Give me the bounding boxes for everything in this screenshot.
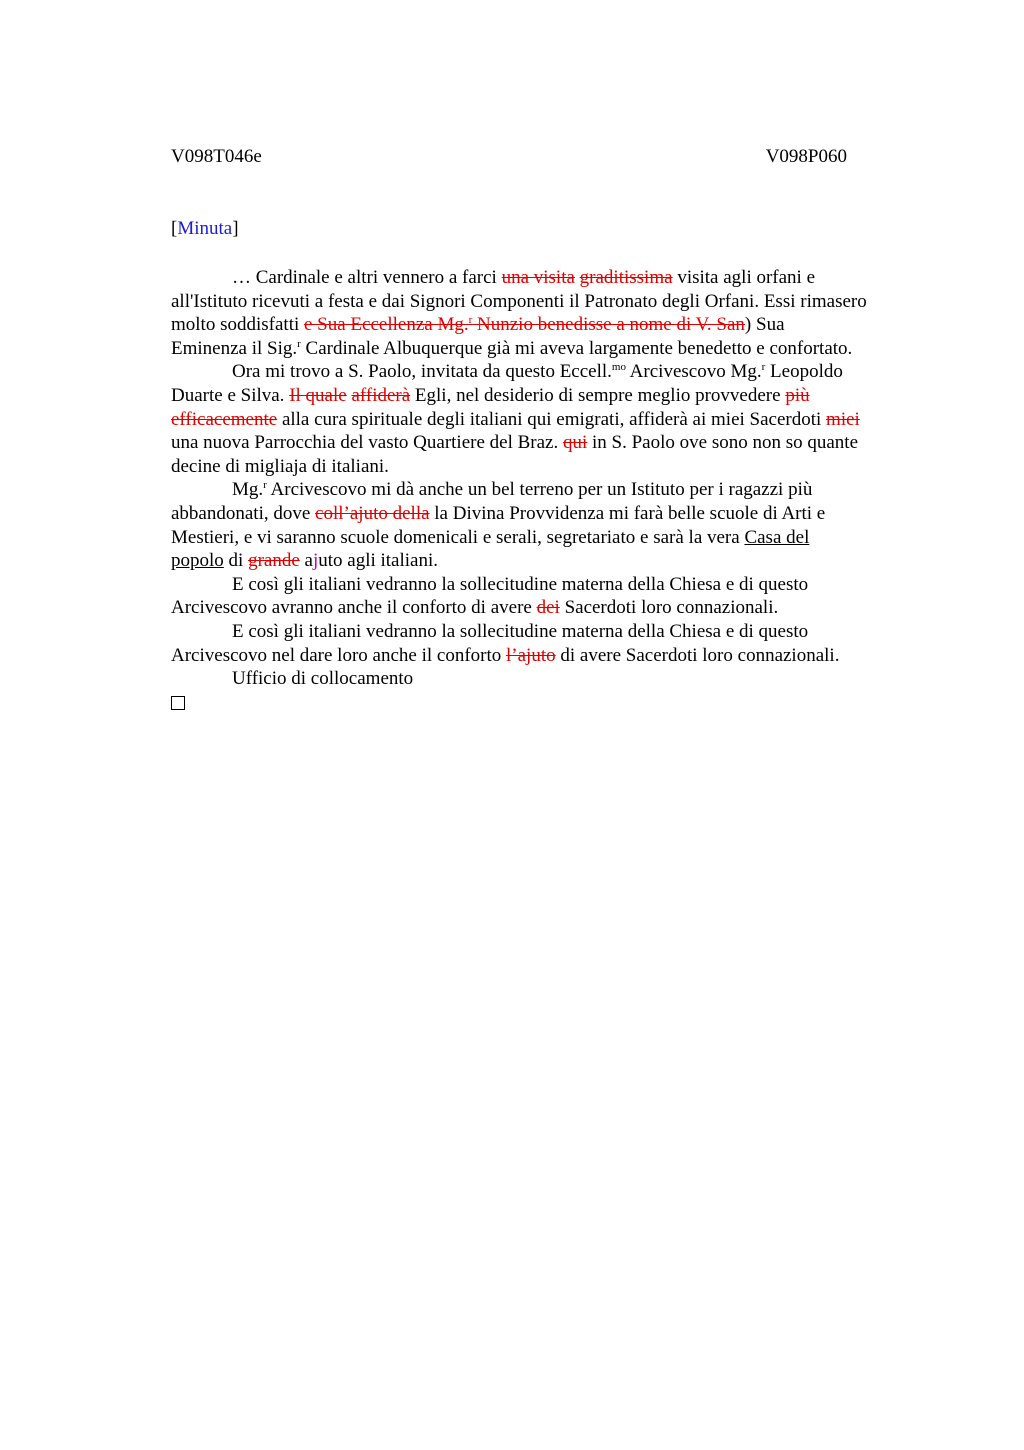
text-segment: Leopoldo (765, 361, 843, 383)
text-segment: a (299, 550, 313, 572)
superscript: mo (611, 361, 626, 374)
deleted-text: una visita (501, 267, 575, 288)
deleted-text: graditissima (579, 267, 673, 288)
text-line-4 (171, 337, 931, 361)
document-code-left: V098T046e (171, 146, 262, 167)
deleted-text-part: e Sua Eccellenza Mg. (304, 314, 469, 336)
text-line-10 (171, 478, 931, 502)
text-segment: E così gli italiani vedranno la sollecitudine materna della Chiesa e di questo (232, 620, 809, 642)
text-line-15 (171, 596, 931, 620)
deleted-text: miei (826, 408, 860, 430)
text-line-9 (171, 455, 931, 479)
text-line-16 (171, 620, 931, 644)
deleted-text: l’ajuto (506, 644, 556, 666)
text-segment: una nuova Parrocchia del vasto Quartiere del Braz. (171, 432, 563, 454)
text-segment: visita agli orfani e (672, 267, 816, 288)
text-segment: la Divina Provvidenza mi farà belle scuole di Arti e (429, 502, 826, 524)
deleted-text: grande (248, 550, 300, 572)
superscript: r (297, 337, 301, 350)
text-line-12 (171, 526, 931, 550)
deleted-text (304, 314, 745, 335)
text-segment: di avere Sacerdoti loro connazionali. (555, 644, 840, 666)
text-line-14 (171, 573, 931, 597)
document-body (171, 266, 931, 714)
deleted-text: affiderà (351, 384, 411, 406)
document-label (171, 218, 239, 240)
deleted-text: coll’ajuto della (315, 502, 430, 524)
deleted-text: efficacemente (171, 408, 278, 430)
text-segment: Mg. (232, 479, 264, 501)
text-line-7 (171, 408, 931, 432)
text-segment: ) Sua (744, 314, 785, 336)
deleted-text: dei (536, 597, 560, 619)
text-segment: abbandonati, dove (171, 502, 316, 524)
text-line-17 (171, 644, 931, 668)
text-segment: uto agli italiani. (318, 550, 439, 572)
text-segment: Arcivescovo nel dare loro anche il conforto (171, 644, 507, 666)
text-line-1 (171, 266, 931, 290)
text-segment: in S. Paolo ove sono non so quante (587, 432, 859, 454)
superscript: r (263, 479, 267, 492)
label-minuta: Minuta (177, 218, 233, 239)
text-line-3 (171, 313, 931, 337)
text-line-8 (171, 431, 931, 455)
text-segment: Ora mi trovo a S. Paolo, invitata da questo Eccell. (232, 361, 612, 383)
document-code-right: V098P060 (765, 146, 847, 167)
label-open-bracket: [ (171, 218, 178, 239)
text-segment: all'Istituto ricevuti a festa e dai Signori Componenti il Patronato degli Orfani. Essi rimasero (171, 290, 867, 312)
text-line-18 (171, 667, 931, 691)
text-line-2 (171, 290, 931, 314)
underlined-text: popolo (171, 550, 224, 572)
deleted-text-part: Nunzio benedisse a nome di V. San (472, 314, 745, 336)
inserted-letter: j (312, 550, 319, 572)
text-segment: di (223, 550, 249, 572)
text-segment: Duarte e Silva. (171, 384, 290, 406)
text-segment: Egli, nel desiderio di sempre meglio provvedere (410, 384, 786, 406)
text-segment: Ufficio di collocamento (232, 668, 414, 690)
deleted-text: qui (562, 432, 588, 454)
text-segment: Eminenza il Sig. (171, 337, 298, 359)
text-segment: E così gli italiani vedranno la sollecitudine materna della Chiesa e di questo (232, 573, 809, 595)
deleted-text: Il quale (289, 384, 347, 406)
text-line-11 (171, 502, 931, 526)
text-segment: Sacerdoti loro connazionali. (559, 597, 779, 619)
underlined-text: Casa del (744, 526, 810, 548)
text-segment: alla cura spirituale degli italiani qui emigrati, affiderà ai miei Sacerdoti (277, 408, 827, 430)
page-header (171, 146, 847, 170)
text-line-6 (171, 384, 931, 408)
text-segment: decine di migliaja di italiani. (171, 455, 389, 477)
deleted-text: più (785, 384, 810, 406)
text-segment: Arcivescovo Mg. (625, 361, 762, 383)
checkbox-square-icon (171, 696, 185, 710)
text-line-13 (171, 549, 931, 573)
text-segment: Arcivescovo avranno anche il conforto di avere (171, 597, 537, 619)
text-segment: … Cardinale e altri vennero a farci (232, 267, 502, 288)
text-segment: Mestieri, e vi saranno scuole domenicali e serali, segretariato e sarà la vera (171, 526, 745, 548)
text-segment: molto soddisfatti (171, 314, 304, 336)
superscript: r (761, 361, 766, 374)
label-close-bracket: ] (232, 218, 239, 239)
text-line-5 (171, 360, 931, 384)
end-marker-line (171, 691, 931, 715)
text-segment: Cardinale Albuquerque già mi aveva largamente benedetto e confortato. (300, 337, 853, 359)
superscript: r (468, 314, 473, 327)
text-segment: Arcivescovo mi dà anche un bel terreno per un Istituto per i ragazzi più (266, 479, 813, 501)
